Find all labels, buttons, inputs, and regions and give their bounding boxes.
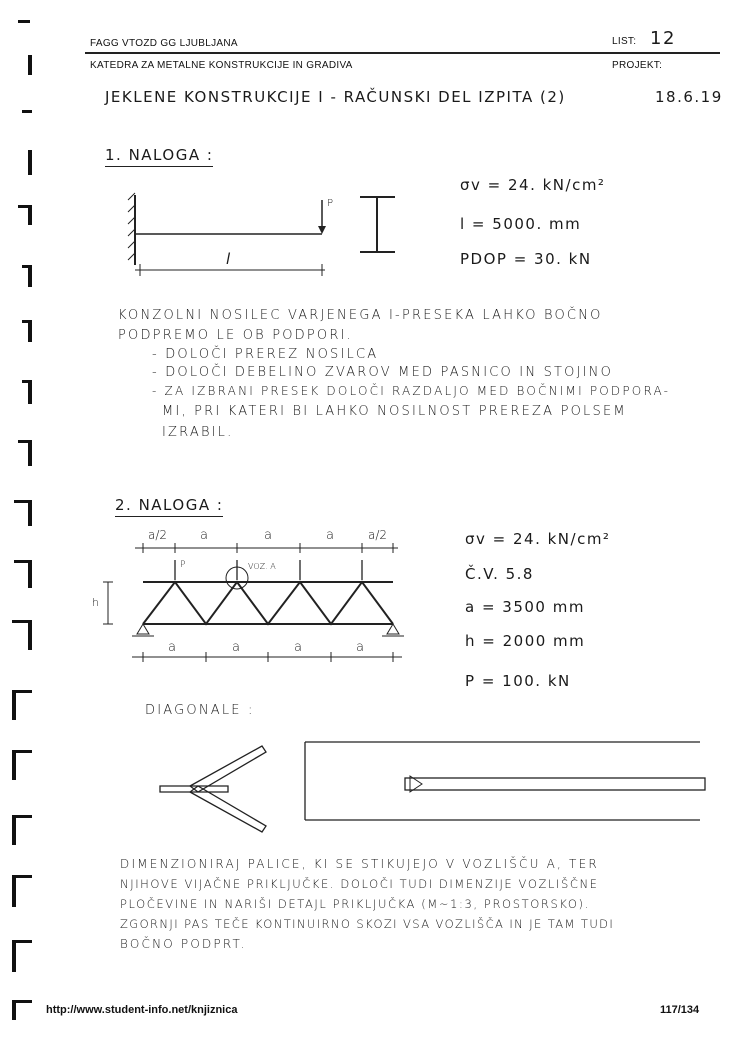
dim-label: a (294, 640, 305, 655)
list-label: LIST: (612, 36, 637, 47)
department-label: KATEDRA ZA METALNE KONSTRUKCIJE IN GRADIVA (90, 60, 353, 71)
param-stress: σv = 24. kN/cm² (460, 176, 606, 194)
dim-label: a (200, 528, 211, 543)
param-bolt-class: Č.V. 5.8 (465, 565, 534, 583)
load-label: P (327, 198, 336, 209)
page-counter: 117/134 (660, 1004, 700, 1016)
text-line: IZRABIL. (162, 425, 234, 440)
param-h: h = 2000 mm (465, 632, 586, 650)
task2-heading: 2. NALOGA : (115, 496, 223, 517)
project-label: PROJEKT: (612, 60, 663, 71)
dim-label: a (264, 528, 275, 543)
param-length: l = 5000. mm (460, 215, 582, 233)
dim-label: a (356, 640, 367, 655)
text-line: ZGORNJI PAS TEČE KONTINUIRNO SKOZI VSA VOZLIŠČA IN JE TAM TUDI (120, 917, 615, 931)
text-line: BOČNO PODPRT. (120, 937, 247, 951)
length-label: l (226, 250, 232, 268)
dim-label: a (232, 640, 243, 655)
dim-label: a/2 (148, 528, 168, 542)
text-line: - DOLOČI PREREZ NOSILCA (152, 347, 379, 362)
diagonals-label: DIAGONALE : (145, 703, 255, 718)
text-line: MI, PRI KATERI BI LAHKO NOSILNOST PREREZA POLSEM (162, 404, 627, 419)
node-a-label: VOZ. A (248, 562, 276, 571)
param-load: PDOP = 30. kN (460, 250, 592, 268)
exam-title: JEKLENE KONSTRUKCIJE I - RAČUNSKI DEL IZPITA (2) (105, 88, 566, 106)
param-a: a = 3500 mm (465, 598, 585, 616)
text-line: KONZOLNI NOSILEC VARJENEGA I-PRESEKA LAHKO BOČNO (118, 308, 603, 323)
dim-label: a (326, 528, 337, 543)
footer-url[interactable]: http://www.student-info.net/knjiznica (46, 1004, 238, 1016)
institution-label: FAGG VTOZD GG LJUBLJANA (90, 38, 238, 49)
text-line: NJIHOVE VIJAČNE PRIKLJUČKE. DOLOČI TUDI DIMENZIJE VOZLIŠČNE (120, 877, 599, 891)
list-value: 12 (650, 28, 676, 49)
text-line: - DOLOČI DEBELINO ZVAROV MED PASNICO IN STOJINO (152, 365, 614, 380)
param-p: P = 100. kN (465, 672, 571, 690)
task1-heading: 1. NALOGA : (105, 146, 213, 167)
text-line: DIMENZIONIRAJ PALICE, KI SE STIKUJEJO V VOZLIŠČU A, TER (120, 857, 599, 871)
exam-date: 18.6.19 (655, 88, 723, 106)
text-line: PLOČEVINE IN NARIŠI DETAJL PRIKLJUČKA (M~1:3, PROSTORSKO). (120, 897, 590, 911)
param-stress: σv = 24. kN/cm² (465, 530, 611, 548)
text-line: - ZA IZBRANI PRESEK DOLOČI RAZDALJO MED BOČNIMI PODPORA- (152, 384, 671, 398)
load-label: P (180, 560, 188, 570)
dim-label: a/2 (368, 528, 388, 542)
dim-label: a (168, 640, 179, 655)
text-line: PODPREMO LE OB PODPORI. (118, 328, 353, 343)
height-label: h (92, 596, 102, 609)
